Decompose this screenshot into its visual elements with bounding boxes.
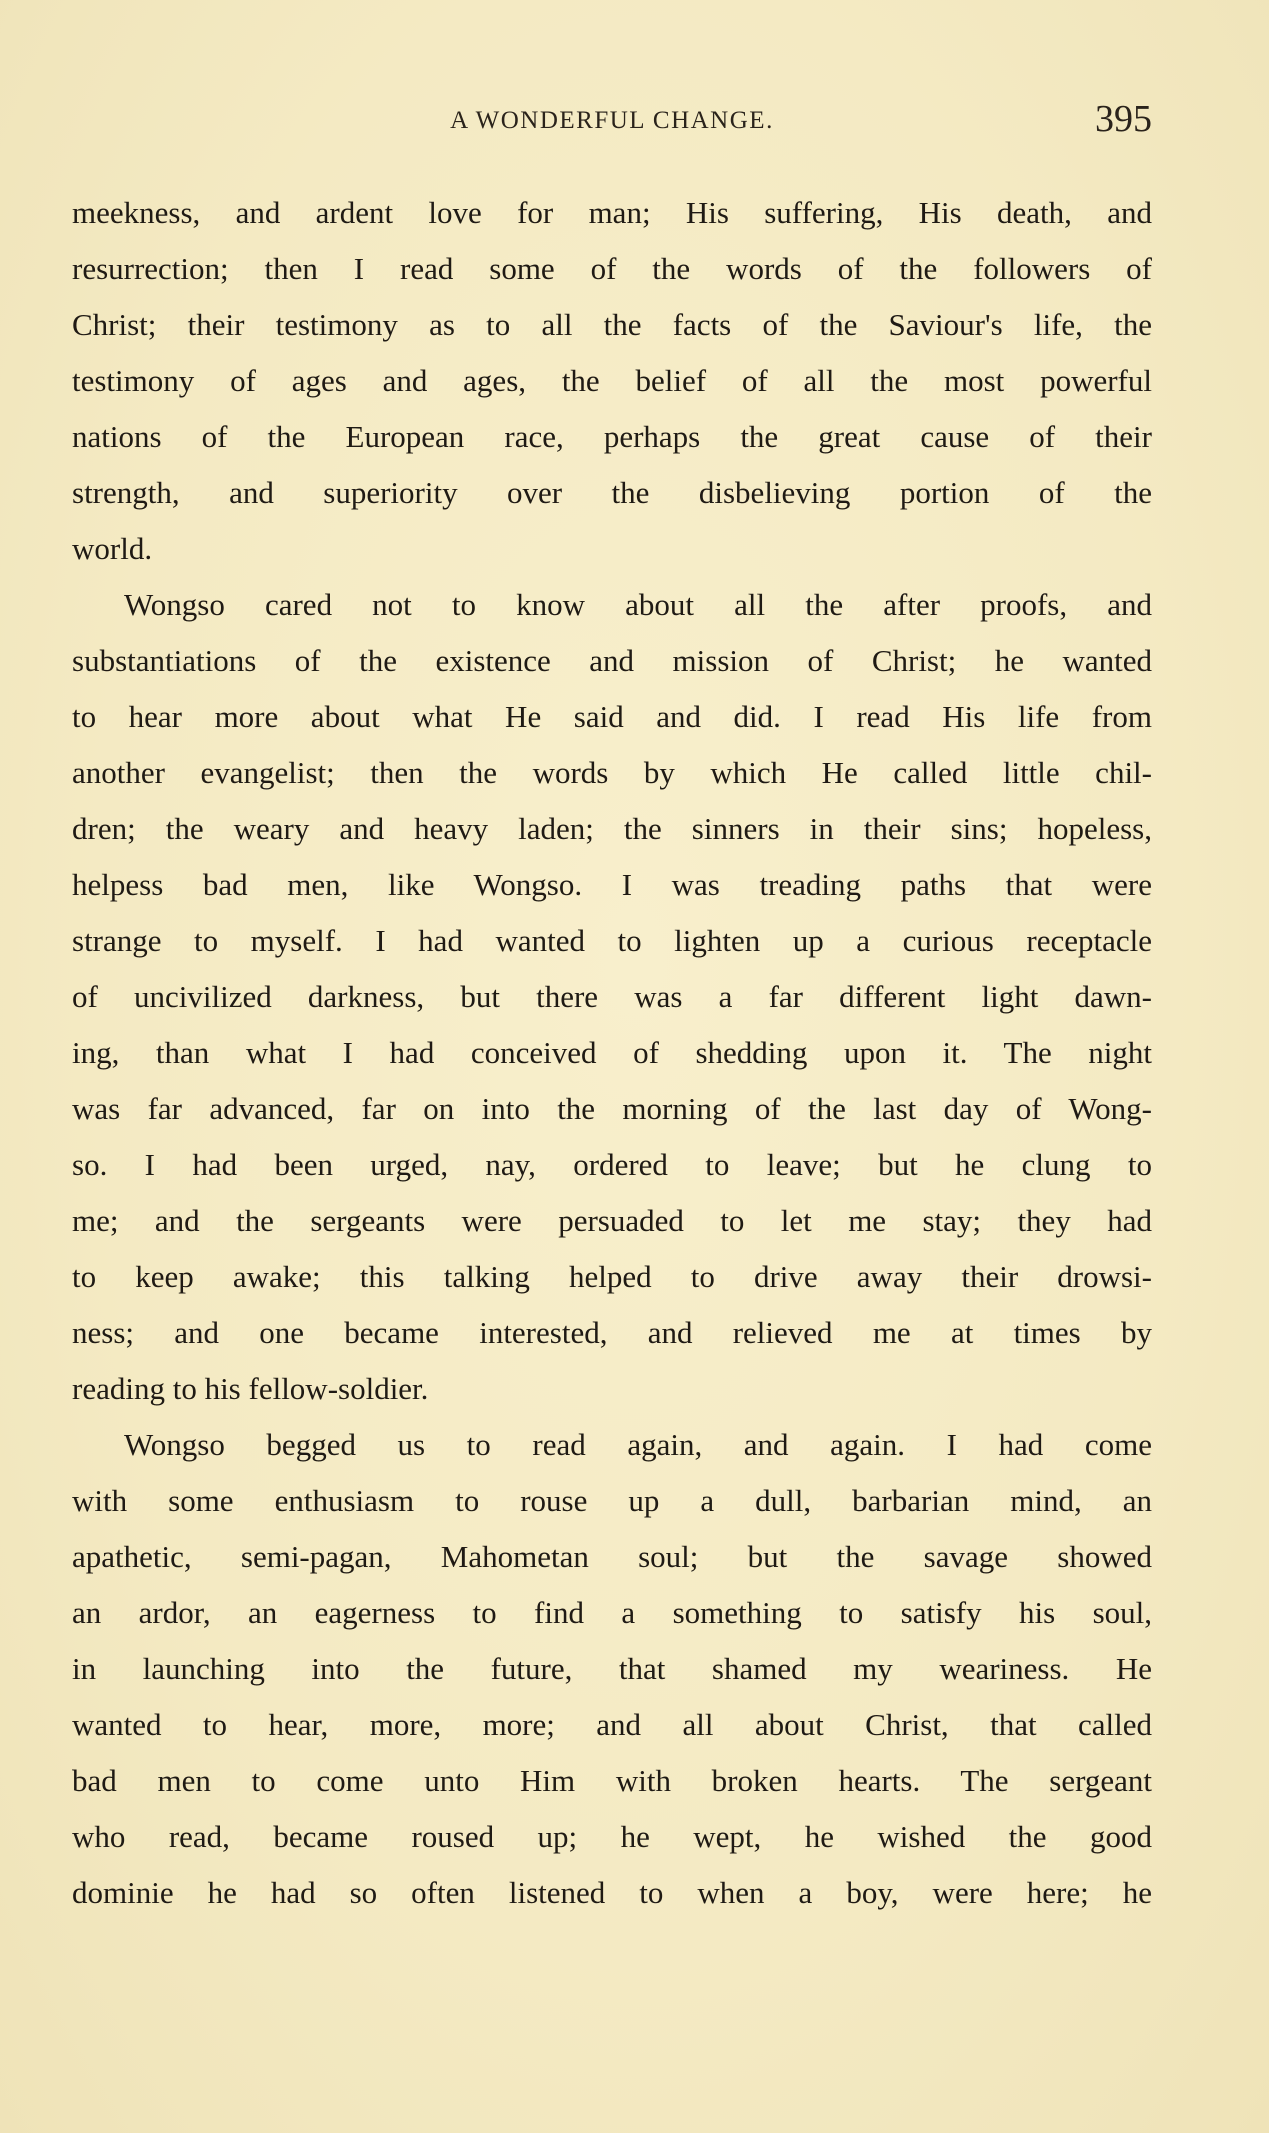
- text-line: helpess bad men, like Wongso. I was treading paths that were: [72, 867, 1152, 902]
- text-line: another evangelist; then the words by which He called little chil-: [72, 755, 1152, 790]
- text-line: ing, than what I had conceived of shedding upon it. The night: [72, 1035, 1152, 1070]
- text-line: dominie he had so often listened to when a boy, were here; he: [72, 1875, 1152, 1910]
- text-line: who read, became roused up; he wept, he wished the good: [72, 1819, 1152, 1854]
- running-head: A WONDERFUL CHANGE.: [450, 107, 774, 134]
- text-line: reading to his fellow-soldier.: [72, 1371, 429, 1406]
- body-text: [72, 185, 1152, 1921]
- page-number: 395: [1095, 98, 1152, 140]
- text-line: resurrection; then I read some of the words of the followers of: [72, 251, 1152, 286]
- text-line: with some enthusiasm to rouse up a dull, barbarian mind, an: [72, 1483, 1152, 1518]
- text-line: so. I had been urged, nay, ordered to leave; but he clung to: [72, 1147, 1152, 1182]
- text-line: in launching into the future, that shamed my weariness. He: [72, 1651, 1152, 1686]
- text-line: world.: [72, 531, 153, 566]
- text-line: to keep awake; this talking helped to drive away their drowsi-: [72, 1259, 1152, 1294]
- text-line: to hear more about what He said and did. I read His life from: [72, 699, 1152, 734]
- text-line: me; and the sergeants were persuaded to let me stay; they had: [72, 1203, 1152, 1238]
- text-line: ness; and one became interested, and relieved me at times by: [72, 1315, 1152, 1350]
- text-line: strange to myself. I had wanted to lighten up a curious receptacle: [72, 923, 1152, 958]
- text-line: wanted to hear, more, more; and all about Christ, that called: [72, 1707, 1152, 1742]
- text-line: of uncivilized darkness, but there was a far different light dawn-: [72, 979, 1152, 1014]
- text-line: Christ; their testimony as to all the facts of the Saviour's life, the: [72, 307, 1152, 342]
- text-line: substantiations of the existence and mission of Christ; he wanted: [72, 643, 1152, 678]
- text-line: nations of the European race, perhaps the great cause of their: [72, 419, 1152, 454]
- paragraph-first-line: Wongso cared not to know about all the after proofs, and: [124, 587, 1152, 622]
- paragraph-first-line: Wongso begged us to read again, and again. I had come: [124, 1427, 1152, 1462]
- text-line: was far advanced, far on into the morning of the last day of Wong-: [72, 1091, 1152, 1126]
- text-line: testimony of ages and ages, the belief of all the most powerful: [72, 363, 1152, 398]
- text-line: apathetic, semi-pagan, Mahometan soul; but the savage showed: [72, 1539, 1152, 1574]
- text-line: dren; the weary and heavy laden; the sinners in their sins; hopeless,: [72, 811, 1152, 846]
- text-line: an ardor, an eagerness to find a something to satisfy his soul,: [72, 1595, 1152, 1630]
- text-line: bad men to come unto Him with broken hearts. The sergeant: [72, 1763, 1152, 1798]
- text-line: strength, and superiority over the disbelieving portion of the: [72, 475, 1152, 510]
- text-line: meekness, and ardent love for man; His suffering, His death, and: [72, 195, 1152, 230]
- page-header: [72, 97, 1152, 147]
